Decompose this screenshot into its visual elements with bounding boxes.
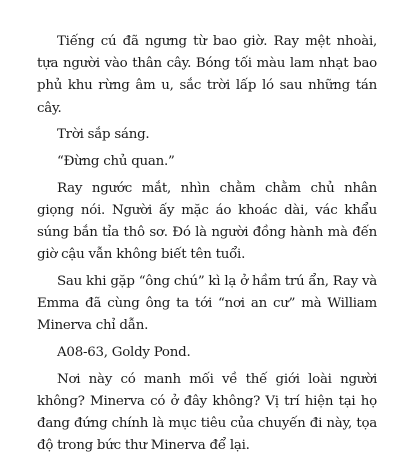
- paragraph: A08-63, Goldy Pond.: [57, 345, 191, 361]
- paragraph: Sau khi gặp “ông chú” kì lạ ở hầm trú ẩn, Ray và Emma đã cùng ông ta tới “nơi an cư” mà William Minerva chỉ dẫn.: [37, 274, 377, 334]
- paragraph: “Đừng chủ quan.”: [57, 154, 175, 170]
- paragraph: Tiếng cú đã ngưng từ bao giờ. Ray mệt nhoài, tựa người vào thân cây. Bóng tối màu lam nhạt bao phủ khu rừng âm u, sắc trời lấp ló sau những tán cây.: [37, 34, 377, 116]
- paragraph: Ray ngước mắt, nhìn chằm chằm chủ nhân giọng nói. Người ấy mặc áo khoác dài, vác khẩu súng bắn tỉa thô sơ. Đó là người đồng hành mà đến giờ cậu vẫn không biết tên tuổi.: [37, 180, 377, 263]
- paragraph: Trời sắp sáng.: [57, 127, 150, 143]
- page-text: [37, 31, 377, 462]
- paragraph: Nơi này có manh mối về thế giới loài người không? Minerva có ở đây không? Vị trí hiện tại họ đang đứng chính là mục tiêu của chuyến đi này, tọa độ trong bức thư Minerva để lại.: [37, 371, 377, 454]
